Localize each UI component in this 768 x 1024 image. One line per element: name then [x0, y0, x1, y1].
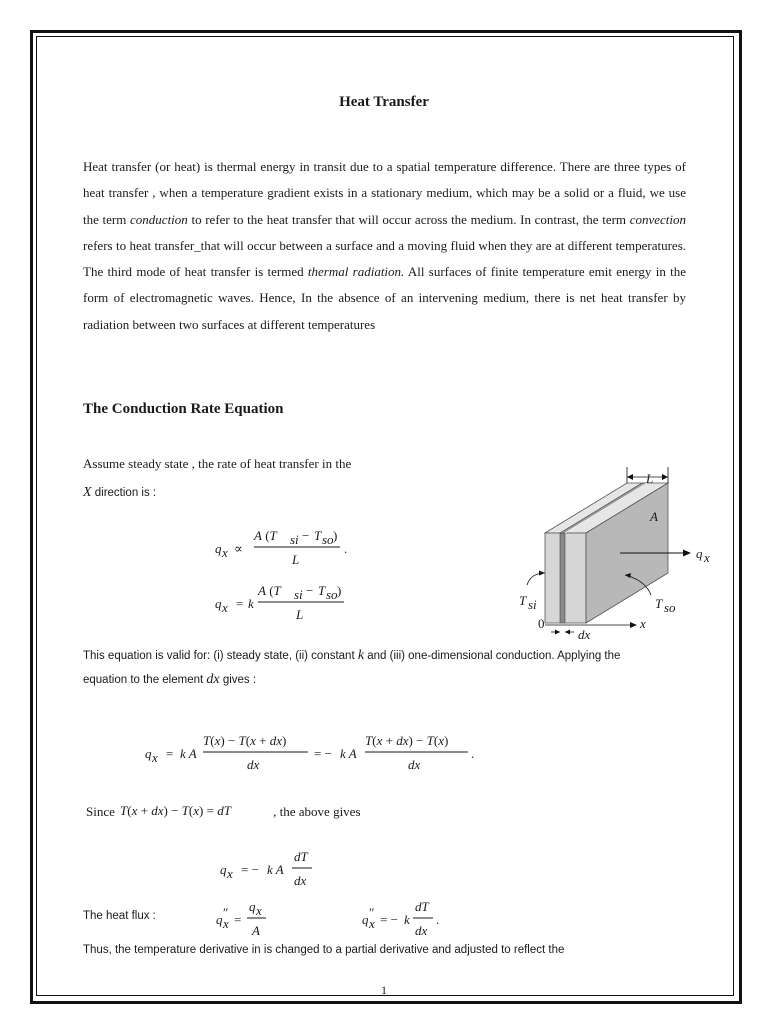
svg-text:.: . [436, 912, 440, 927]
svg-text:x: x [223, 916, 229, 931]
since-line [86, 803, 361, 820]
x-direction-var: X [83, 485, 92, 500]
since-suffix: , the above gives [273, 804, 361, 819]
term-convection: convection [629, 211, 686, 227]
validity-text-4: gives : [219, 674, 257, 686]
intro-text-1: Heat transfer (or heat) is thermal energy in transit due to a spatial temperature difference. There are three types of heat transfer , when a temperature gradient exists in a stationary medium, which may be a solid or a fluid, we use the term [83, 159, 686, 227]
svg-text:x: x [369, 916, 375, 931]
wall-front-face [545, 533, 586, 623]
svg-text:q: q [362, 912, 369, 927]
svg-text:.: . [344, 541, 348, 556]
svg-text:q: q [220, 862, 227, 877]
equation-difference-form [140, 728, 480, 776]
svg-text:x: x [222, 545, 228, 560]
svg-text:dx: dx [408, 757, 421, 772]
section-heading: The Conduction Rate Equation [83, 401, 284, 417]
svg-text:x: x [227, 866, 233, 881]
svg-text:dx: dx [294, 873, 307, 888]
equation-heat-flux-2 [358, 898, 458, 944]
svg-text:si: si [290, 532, 299, 547]
svg-text:T(x) − T(x + dx): T(x) − T(x + dx) [203, 733, 287, 748]
figure-label-dx: dx [578, 627, 591, 640]
equation-proportional [210, 525, 370, 571]
validity-line-2 [83, 670, 256, 688]
svg-text:−: − [306, 583, 314, 598]
svg-text:so: so [322, 532, 334, 547]
figure-label-L: L [646, 471, 654, 486]
equation-derivative-form [215, 846, 335, 892]
var-dx: dx [206, 672, 220, 687]
svg-text:= −: = − [380, 912, 398, 927]
svg-text:=: = [234, 912, 242, 927]
svg-text:dT: dT [415, 899, 429, 914]
since-prefix: Since [86, 804, 119, 819]
figure-label-qx-sub: x [704, 550, 710, 565]
svg-text:A (T: A (T [258, 583, 281, 598]
svg-text:dT: dT [294, 849, 308, 864]
svg-text:q: q [249, 899, 256, 914]
validity-text-2: and (iii) one-dimensional conduction. Applying the [364, 650, 621, 662]
svg-text:=: = [166, 746, 174, 761]
svg-text:): ) [333, 528, 338, 543]
dx-slice-front [560, 533, 565, 623]
thus-line: Thus, the temperature derivative in is changed to a partial derivative and adjusted to reflect the [83, 944, 565, 956]
equation-heat-flux-1 [212, 898, 292, 944]
equation-fourier-law [210, 580, 370, 626]
svg-text:−: − [302, 528, 310, 543]
svg-text:k: k [248, 596, 254, 611]
figure-label-Tsi-sub: si [528, 597, 537, 612]
document-title: Heat Transfer [339, 94, 429, 110]
svg-text:): ) [337, 583, 342, 598]
svg-text:si: si [294, 587, 303, 602]
validity-text-1: This equation is valid for: (i) steady state, (ii) constant [83, 650, 358, 662]
svg-text:L: L [292, 552, 300, 567]
figure-label-x: x [640, 616, 646, 631]
intro-text-2: to refer to the heat transfer that will occur across the medium. In contrast, the term [187, 211, 630, 227]
figure-label-origin: 0 [538, 616, 545, 631]
svg-text:∝: ∝ [234, 541, 243, 556]
svg-text:k A: k A [340, 746, 357, 761]
intro-paragraph [83, 154, 686, 338]
validity-line-1 [83, 646, 620, 664]
svg-text:T(x + dx) − T(x) = dT: T(x + dx) − T(x) = dT [120, 803, 232, 818]
figure-label-qx: q [696, 546, 703, 561]
svg-text:dx: dx [247, 757, 260, 772]
intro-text-3: refers to heat transfer_that will occur between a surface and a moving fluid when they are at different temperatures. The third mode of heat transfer is termed [83, 237, 686, 280]
figure-label-Tso: T [655, 596, 663, 611]
plane-wall-figure [505, 465, 720, 640]
svg-text:x: x [256, 903, 262, 918]
heat-flux-label: The heat flux : [83, 910, 156, 922]
validity-text-3: equation to the element [83, 674, 207, 686]
term-thermal-radiation: thermal radiation. [307, 264, 405, 280]
svg-text:T(x + dx) − T(x): T(x + dx) − T(x) [365, 733, 449, 748]
figure-label-Tso-sub: so [664, 600, 676, 615]
svg-text:x: x [152, 750, 158, 765]
page-number: 1 [381, 983, 387, 997]
svg-text:= −: = − [314, 746, 332, 761]
svg-text:q: q [145, 746, 152, 761]
svg-text:= −: = − [241, 862, 259, 877]
svg-text:T: T [318, 583, 326, 598]
svg-text:k: k [404, 912, 410, 927]
svg-text:q: q [216, 912, 223, 927]
term-conduction: conduction [130, 211, 188, 227]
svg-text:A: A [252, 923, 260, 938]
since-math [118, 803, 273, 819]
svg-text:q: q [215, 596, 222, 611]
svg-text:A (T: A (T [254, 528, 277, 543]
svg-text:q: q [215, 541, 222, 556]
figure-label-Tsi: T [519, 593, 527, 608]
svg-text:″: ″ [223, 905, 229, 920]
figure-label-A: A [650, 509, 658, 524]
svg-text:dx: dx [415, 923, 428, 938]
svg-text:.: . [471, 746, 475, 761]
intro-text-4: All surfaces of finite temperature emit energy in the form of electromagnetic waves. Hence, In the absence of an intervening medium, there is net heat transfer by radiation between two surfaces at different temperatures [83, 264, 686, 332]
svg-text:L: L [296, 607, 304, 622]
svg-text:x: x [222, 600, 228, 615]
svg-text:T: T [314, 528, 322, 543]
direction-text: direction is : [91, 487, 157, 499]
svg-text:=: = [236, 596, 244, 611]
assume-line-1: Assume steady state , the rate of heat transfer in the [83, 456, 352, 471]
svg-text:″: ″ [369, 905, 375, 920]
assume-line-2 [83, 484, 156, 501]
svg-text:k A: k A [267, 862, 284, 877]
svg-text:k A: k A [180, 746, 197, 761]
var-k: k [357, 648, 365, 663]
svg-text:so: so [326, 587, 338, 602]
